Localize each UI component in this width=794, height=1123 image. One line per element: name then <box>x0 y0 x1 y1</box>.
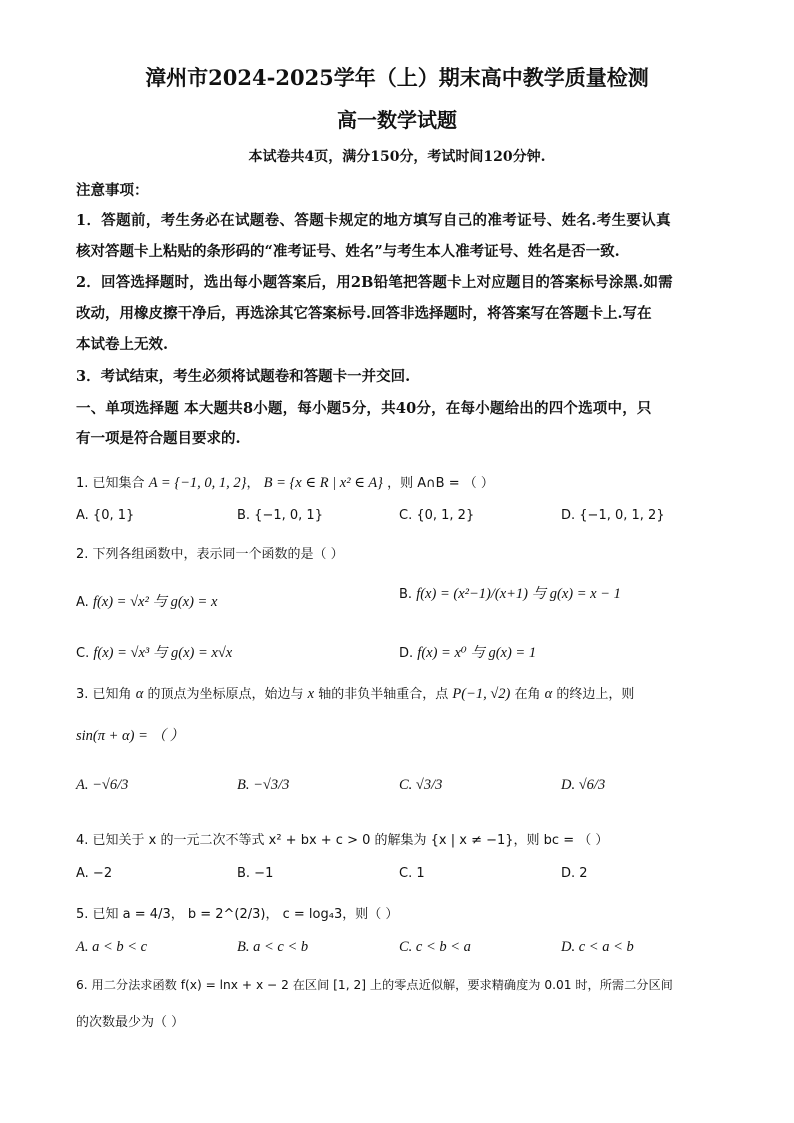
question-4-stem: 4. 已知关于 x 的一元二次不等式 x² + bx + c > 0 的解集为 {x | x ≠ −1}，则 bc = （ ） <box>76 833 609 848</box>
question-5-option-b: B. a < c < b <box>237 939 309 955</box>
question-5-option-a: A. a < b < c <box>76 939 148 955</box>
question-3-stem-line-1: 3. 已知角 α 的顶点为坐标原点，始边与 x 轴的非负半轴重合，点 P(−1, √2) 在角 α 的终边上，则 <box>76 686 635 702</box>
question-2-stem: 2. 下列各组函数中，表示同一个函数的是（ ） <box>76 547 344 562</box>
notice-item-2-line-2: 改动，用橡皮擦干净后，再选涂其它答案标号.回答非选择题时，将答案写在答题卡上.写在 <box>76 305 652 322</box>
question-2-option-d: D. f(x) = x⁰ 与 g(x) = 1 <box>399 645 537 661</box>
notice-item-1-line-2: 核对答题卡上粘贴的条形码的“准考证号、姓名”与考生本人准考证号、姓名是否一致. <box>76 243 620 260</box>
question-1-option-b: B. {−1, 0, 1} <box>237 508 323 523</box>
notice-item-2-line-3: 本试卷上无效. <box>76 336 169 353</box>
exam-title: 漳州市2024-2025学年（上）期末高中教学质量检测 <box>145 65 649 90</box>
question-3-stem-line-2: sin(π + α) = （ ） <box>76 728 185 744</box>
question-5-stem: 5. 已知 a = 4/3， b = 2^(2/3)， c = log₄3，则（ ） <box>76 907 399 922</box>
question-3-option-b: B. −√3/3 <box>237 777 290 793</box>
question-1-option-a: A. {0, 1} <box>76 508 135 523</box>
question-4-option-d: D. 2 <box>561 866 588 881</box>
exam-info: 本试卷共4页，满分150分，考试时间120分钟. <box>248 149 546 165</box>
question-6-stem-line-2: 的次数最少为（ ） <box>76 1015 185 1030</box>
question-3-option-a: A. −√6/3 <box>76 777 129 793</box>
question-2-option-c: C. f(x) = √x³ 与 g(x) = x√x <box>76 645 233 661</box>
notice-item-3: 3．考试结束，考生必须将试题卷和答题卡一并交回. <box>76 368 411 385</box>
notice-heading: 注意事项： <box>76 182 149 199</box>
question-1-option-c: C. {0, 1, 2} <box>399 508 475 523</box>
question-1-option-d: D. {−1, 0, 1, 2} <box>561 508 665 523</box>
exam-subtitle: 高一数学试题 <box>337 108 457 132</box>
section-1-heading-line-1: 一、单项选择题 本大题共8小题，每小题5分，共40分，在每小题给出的四个选项中，只 <box>76 400 652 417</box>
section-1-heading-line-2: 有一项是符合题目要求的. <box>76 430 241 447</box>
question-1-stem: 1. 已知集合 A = {−1, 0, 1, 2}， B = {x ∈ R | x² ∈ A} ，则 A∩B = （ ） <box>76 475 494 491</box>
question-6-stem-line-1: 6. 用二分法求函数 f(x) = lnx + x − 2 在区间 [1, 2] 上的零点近似解，要求精确度为 0.01 时，所需二分区间 <box>76 978 673 992</box>
notice-item-2-line-1: 2．回答选择题时，选出每小题答案后，用2B铅笔把答题卡上对应题目的答案标号涂黑.如需 <box>76 274 673 291</box>
question-5-option-c: C. c < b < a <box>399 939 471 955</box>
question-4-option-c: C. 1 <box>399 866 425 881</box>
set-a: A = {−1, 0, 1, 2} <box>148 475 247 491</box>
notice-item-1-line-1: 1．答题前，考生务必在试题卷、答题卡规定的地方填写自己的准考证号、姓名.考生要认真 <box>76 212 671 229</box>
question-2-option-a: A. f(x) = √x² 与 g(x) = x <box>76 594 218 610</box>
set-b: B = {x ∈ R | x² ∈ A} <box>263 475 383 491</box>
question-3-option-d: D. √6/3 <box>561 777 606 793</box>
question-4-option-b: B. −1 <box>237 866 274 881</box>
question-5-option-d: D. c < a < b <box>561 939 634 955</box>
question-3-option-c: C. √3/3 <box>399 777 443 793</box>
question-4-option-a: A. −2 <box>76 866 113 881</box>
question-2-option-b: B. f(x) = (x²−1)/(x+1) 与 g(x) = x − 1 <box>399 586 621 602</box>
